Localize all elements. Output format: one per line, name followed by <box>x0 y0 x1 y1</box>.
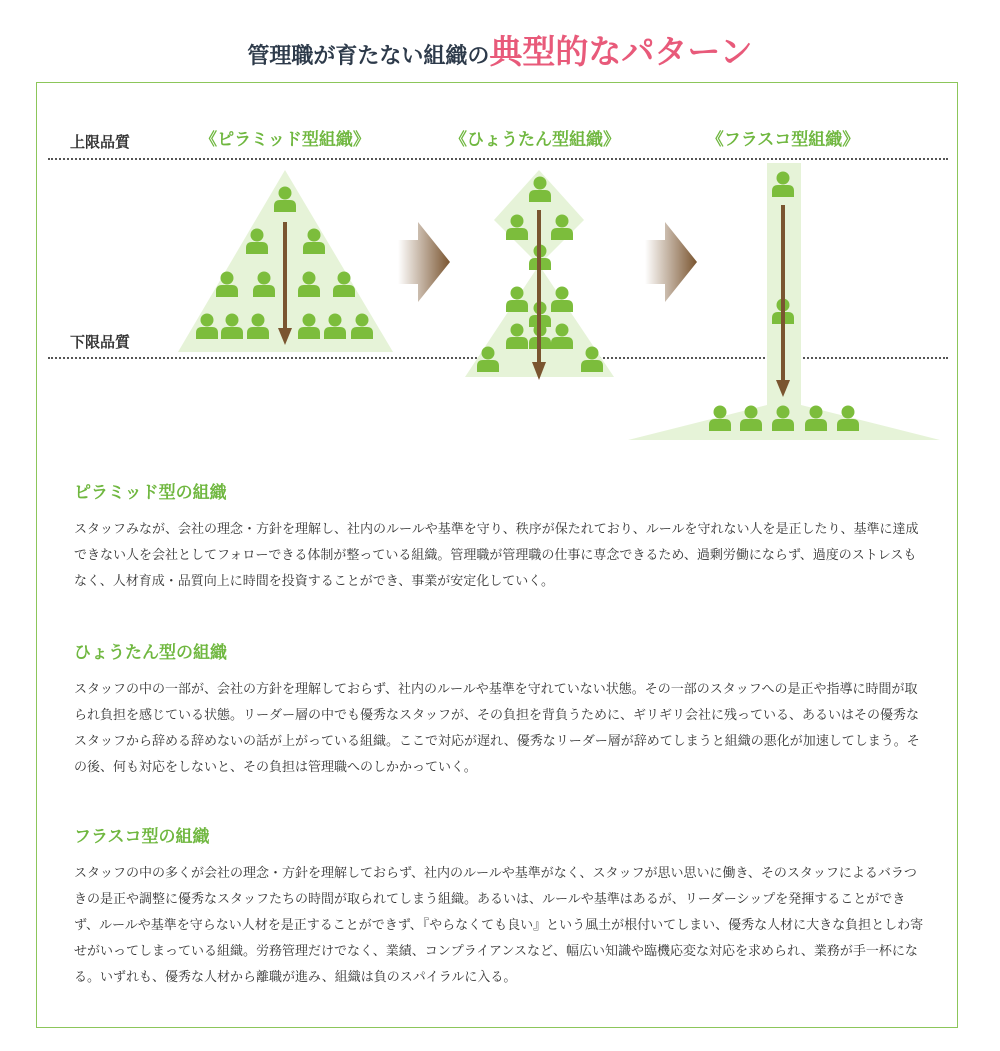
org-diagram <box>0 0 1000 460</box>
flask-organization <box>628 163 940 440</box>
pyramid-section <box>74 478 924 595</box>
gourd-organization <box>465 170 614 380</box>
gourd-heading: ひょうたん型の組織 <box>74 643 227 663</box>
title-plain: 管理職が育たない組織の <box>247 44 490 69</box>
lower-limit-label: 下限品質 <box>70 333 131 351</box>
gourd-description: スタッフの中の一部が、会社の方針を理解しておらず、社内のルールや基準を守れていない状態。その一部のスタッフへの是正や指導に時間が取られ負担を感じている状態。リーダー層の中でも優秀なスタッフが、その負担を背負うために、ギリギリ会社に残っている、あるいはその優秀なスタッフから辞める辞めないの話が上がっている組織。ここで対応が遅れ、優秀なリーダー層が辞めてしまうと組織の悪化が加速してしまう。その後、何も対応をしないと、その負担は管理職へのしかかっていく。 <box>74 682 920 775</box>
flask-section <box>74 822 924 991</box>
pyramid-organization <box>178 170 393 352</box>
pyramid-description: スタッフみなが、会社の理念・方針を理解し、社内のルールや基準を守り、秩序が保たれており、ルールを守れない人を是正したり、基準に達成できない人を会社としてフォローできる体制が整っている組織。管理職が管理職の仕事に専念できるため、過剰労働にならず、過度のストレスもなく、人材育成・品質向上に時間を投資することができ、事業が安定化していく。 <box>74 522 919 589</box>
flask-org-label: 《フラスコ型組織》 <box>706 130 860 150</box>
transition-arrow-2 <box>645 222 697 302</box>
title-accent: 典型的なパターン <box>489 32 753 71</box>
transition-arrow-1 <box>398 222 450 302</box>
pyramid-heading: ピラミッド型の組織 <box>74 483 227 503</box>
gourd-section <box>74 638 924 781</box>
flask-description: スタッフの中の多くが会社の理念・方針を理解しておらず、社内のルールや基準がなく、スタッフが思い思いに働き、そのスタッフによるバラつきの是正や調整に優秀なスタッフたちの時間が取られてしまう組織。あるいは、ルールや基準はあるが、リーダーシップを発揮することができず、ルールや基準を守らない人材を是正することができず、『やらなくても良い』という風土が根付いてしまい、優秀な人材に大きな負担としわ寄せがいってしまっている組織。労務管理だけでなく、業績、コンプライアンスなど、幅広い知識や臨機応変な対応を求められ、業務が手一杯になる。いずれも、優秀な人材から離職が進み、組織は負のスパイラルに入る。 <box>74 866 924 985</box>
pyramid-org-label: 《ピラミッド型組織》 <box>200 130 370 150</box>
upper-limit-label: 上限品質 <box>70 133 131 151</box>
gourd-org-label: 《ひょうたん型組織》 <box>450 130 620 150</box>
flask-heading: フラスコ型の組織 <box>74 827 210 847</box>
